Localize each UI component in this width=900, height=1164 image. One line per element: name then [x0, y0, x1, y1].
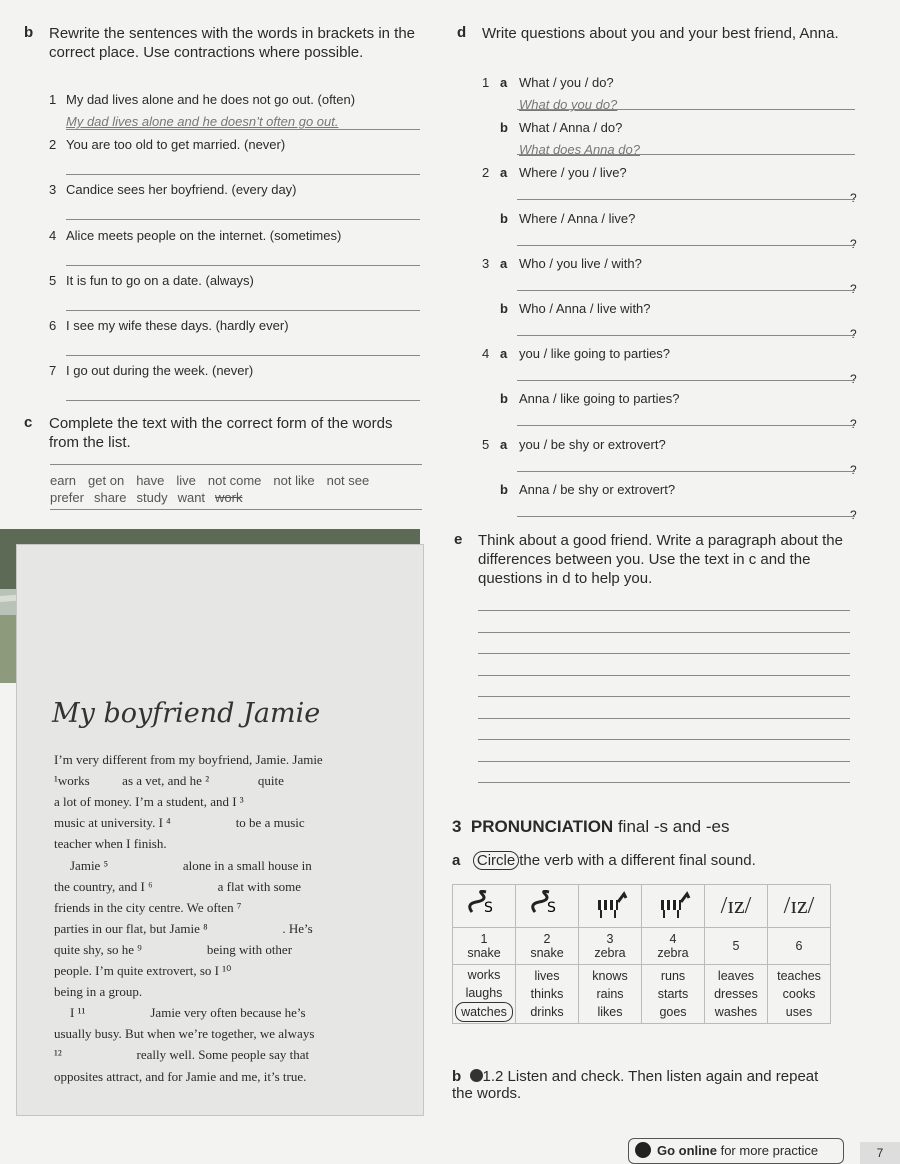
- verb-option[interactable]: works: [467, 968, 501, 982]
- question-mark: ?: [850, 327, 857, 341]
- writing-line[interactable]: [478, 782, 850, 783]
- snake-icon: [464, 890, 504, 920]
- writing-line[interactable]: [478, 718, 850, 719]
- item-sentence: It is fun to go on a date. (always): [66, 273, 254, 288]
- answer-line[interactable]: [517, 516, 855, 517]
- pronunciation-title: PRONUNCIATION: [470, 817, 614, 836]
- column-label-cell: [579, 928, 642, 965]
- column-label-cell: [642, 928, 705, 965]
- verb-cell: [579, 965, 642, 1024]
- column-label-cell: [453, 928, 516, 965]
- story-heading: My boyfriend Jamie: [52, 698, 321, 729]
- word-option: not like: [273, 473, 315, 488]
- question-mark: ?: [850, 191, 857, 206]
- section-d-instruction: Write questions about you and your best friend, Anna.: [482, 25, 839, 42]
- sound-header: [516, 885, 579, 928]
- answer-line[interactable]: [517, 380, 855, 381]
- story-line: a lot of money. I’m a student, and I ³: [54, 794, 244, 810]
- column-sound-word: zebra: [594, 946, 626, 960]
- story-line: I ¹¹ Jamie very often because he’s: [70, 1005, 306, 1021]
- pronunciation-heading: [452, 817, 729, 837]
- example-answer: My dad lives alone and he doesn’t often go out.: [66, 114, 339, 129]
- story-line: the country, and I ⁶ a flat with some: [54, 878, 302, 894]
- answer-line[interactable]: [66, 355, 420, 356]
- sound-header: [768, 885, 831, 928]
- story-line: friends in the city centre. We often ⁷: [54, 899, 242, 915]
- page-number: 7: [860, 1142, 900, 1164]
- answer-line[interactable]: [517, 290, 855, 291]
- verb-option[interactable]: rains: [596, 987, 624, 1001]
- verb-option[interactable]: thinks: [530, 987, 564, 1001]
- answer-line[interactable]: [66, 174, 420, 175]
- go-online-text: for more practice: [720, 1143, 819, 1158]
- question-prompt: Who / Anna / live with?: [519, 301, 651, 316]
- item-sentence: Alice meets people on the internet. (sometimes): [66, 228, 342, 243]
- question-sub: b: [500, 391, 508, 407]
- item-sentence: I go out during the week. (never): [66, 363, 254, 378]
- column-sound-word: snake: [467, 946, 501, 960]
- question-sub: a: [500, 165, 508, 181]
- story-line: music at university. I ⁴ to be a music: [54, 815, 305, 831]
- column-label-cell: [768, 928, 831, 965]
- pron-b-instruction: [452, 1068, 832, 1102]
- section-d-letter: d: [457, 24, 467, 41]
- ipa-symbol: /ɪz/: [783, 892, 815, 919]
- answer-line[interactable]: [517, 109, 855, 110]
- question-sub: a: [500, 75, 508, 90]
- item-number: 2: [49, 137, 57, 152]
- question-mark: ?: [850, 372, 857, 387]
- verb-option[interactable]: uses: [785, 1005, 813, 1019]
- question-prompt: Where / Anna / live?: [519, 210, 636, 226]
- question-sub: b: [500, 120, 508, 136]
- word-option: share: [93, 490, 127, 505]
- item-sentence: My dad lives alone and he does not go out. (often): [66, 92, 356, 107]
- verb-option[interactable]: washes: [714, 1005, 758, 1019]
- word-option: work: [215, 490, 243, 505]
- verb-option[interactable]: teaches: [777, 969, 821, 983]
- svg-text:S: S: [547, 899, 556, 916]
- verb-cell: [768, 965, 831, 1024]
- item-number: 4: [49, 228, 57, 243]
- question-sub: a: [500, 346, 508, 362]
- question-prompt: What / you / do?: [519, 75, 614, 90]
- question-number: 3: [482, 255, 490, 271]
- story-line: people. I’m quite extrovert, so I ¹⁰: [54, 963, 232, 978]
- question-prompt: What / Anna / do?: [519, 120, 623, 136]
- verb-option[interactable]: dresses: [714, 987, 758, 1001]
- word-option: have: [136, 473, 165, 488]
- word-option: get on: [88, 473, 125, 488]
- online-icon: [635, 1142, 651, 1158]
- item-number: 1: [49, 92, 57, 107]
- question-prompt: Who / you live / with?: [519, 255, 642, 271]
- verb-option[interactable]: likes: [597, 1005, 623, 1019]
- column-number: 5: [732, 939, 740, 953]
- question-prompt: Anna / be shy or extrovert?: [519, 481, 676, 497]
- story-line: Jamie ⁵ alone in a small house in: [70, 857, 312, 873]
- word-option: earn: [50, 473, 77, 488]
- verb-option[interactable]: knows: [592, 969, 628, 983]
- story-line: being in a group.: [54, 984, 143, 1000]
- pron-a-text: the verb with a different final sound.: [519, 852, 756, 869]
- writing-line[interactable]: [478, 675, 850, 676]
- question-number: 4: [482, 346, 490, 362]
- question-sub: a: [500, 255, 508, 271]
- verb-cell: [516, 965, 579, 1024]
- audio-icon[interactable]: [470, 1069, 483, 1082]
- pron-a-instruction: [452, 852, 756, 869]
- item-number: 3: [49, 182, 57, 197]
- item-sentence: Candice sees her boyfriend. (every day): [66, 182, 297, 197]
- section-e-letter: e: [454, 531, 463, 548]
- pronunciation-table: [452, 884, 831, 1024]
- question-number: 2: [482, 165, 490, 181]
- column-sound-word: snake: [530, 946, 564, 960]
- word-list-row-2: [50, 489, 253, 506]
- answer-line[interactable]: [66, 400, 420, 401]
- question-sub: a: [500, 436, 508, 452]
- section-number: 3: [452, 817, 462, 836]
- answer-line[interactable]: [517, 199, 855, 200]
- writing-line[interactable]: [478, 739, 850, 740]
- story-line: quite shy, so he ⁹ being with other: [54, 941, 293, 957]
- word-list-row-1: [50, 472, 381, 489]
- column-label-cell: [705, 928, 768, 965]
- answer-line[interactable]: [517, 425, 855, 426]
- circle-word: Circle: [473, 851, 519, 870]
- example-answer: What does Anna do?: [519, 142, 640, 158]
- item-sentence: You are too old to get married. (never): [66, 137, 286, 152]
- ipa-symbol: /ɪz/: [720, 892, 752, 919]
- verb-option[interactable]: watches: [455, 1002, 513, 1022]
- verb-option[interactable]: starts: [657, 987, 689, 1001]
- word-option: prefer: [50, 490, 84, 505]
- writing-line[interactable]: [478, 653, 850, 654]
- word-option: not see: [326, 473, 370, 488]
- question-number: 1: [482, 75, 490, 90]
- answer-line[interactable]: [517, 245, 855, 246]
- answer-line[interactable]: [517, 471, 855, 472]
- column-number: 4: [669, 932, 677, 946]
- question-mark: ?: [850, 462, 857, 477]
- section-c-letter: c: [24, 414, 33, 431]
- answer-line[interactable]: [66, 129, 420, 130]
- section-c-instruction: Complete the text with the correct form of the words from the list.: [49, 415, 393, 451]
- writing-line[interactable]: [478, 696, 850, 697]
- writing-line[interactable]: [478, 761, 850, 762]
- snake-icon: [527, 890, 567, 920]
- answer-line[interactable]: [66, 219, 420, 220]
- pronunciation-subtitle: final -s and -es: [617, 817, 730, 836]
- column-sound-word: zebra: [657, 946, 689, 960]
- pron-b-letter: b: [452, 1068, 462, 1085]
- column-number: 6: [795, 939, 803, 953]
- word-option: not come: [207, 473, 262, 488]
- verb-cell: [642, 965, 705, 1024]
- verb-option[interactable]: drinks: [530, 1005, 564, 1019]
- column-number: 1: [480, 932, 488, 946]
- pron-a-letter: a: [452, 852, 461, 869]
- story-line: parties in our flat, but Jamie ⁸ . He’s: [54, 920, 313, 936]
- writing-line[interactable]: [478, 610, 850, 611]
- pron-b-text: 1.2 Listen and check. Then listen again and repeat the words.: [452, 1068, 819, 1102]
- question-sub: b: [500, 481, 508, 497]
- answer-line[interactable]: [66, 265, 420, 266]
- answer-line[interactable]: [517, 154, 855, 155]
- svg-text:S: S: [484, 899, 493, 916]
- verb-option[interactable]: cooks: [782, 987, 816, 1001]
- go-online-banner[interactable]: [628, 1138, 844, 1164]
- question-mark: ?: [850, 507, 857, 522]
- story-line: ¹works as a vet, and he ² quite: [54, 773, 284, 789]
- question-mark: ?: [850, 417, 857, 432]
- verb-option[interactable]: lives: [534, 969, 560, 983]
- question-prompt: Anna / like going to parties?: [519, 391, 680, 407]
- verb-option[interactable]: laughs: [465, 986, 503, 1000]
- zebra-icon: [653, 890, 693, 920]
- question-sub: b: [500, 301, 508, 316]
- story-line: ¹² really well. Some people say that: [54, 1047, 310, 1063]
- item-number: 5: [49, 273, 57, 288]
- item-number: 6: [49, 318, 57, 333]
- sound-header: [453, 885, 516, 928]
- question-prompt: you / be shy or extrovert?: [519, 436, 666, 452]
- example-answer: What do you do?: [519, 97, 618, 112]
- column-number: 2: [543, 932, 551, 946]
- question-number: 5: [482, 436, 490, 452]
- sound-header: [642, 885, 705, 928]
- story-line: opposites attract, and for Jamie and me, it’s true.: [54, 1068, 307, 1084]
- question-prompt: you / like going to parties?: [519, 346, 671, 362]
- word-option: live: [176, 473, 196, 488]
- section-e-instruction: Think about a good friend. Write a paragraph about the differences between you. Use the text in c and the questions in d to help you.: [478, 532, 843, 587]
- verb-option[interactable]: runs: [660, 969, 686, 983]
- question-mark: ?: [850, 236, 857, 251]
- question-sub: b: [500, 210, 508, 226]
- column-label-cell: [516, 928, 579, 965]
- story-line: teacher when I finish.: [54, 836, 167, 852]
- story-line: usually busy. But when we’re together, we always: [54, 1026, 315, 1042]
- verb-option[interactable]: leaves: [717, 969, 755, 983]
- go-online-label: Go online: [657, 1143, 717, 1158]
- item-sentence: I see my wife these days. (hardly ever): [66, 318, 289, 333]
- column-number: 3: [606, 932, 614, 946]
- answer-line[interactable]: [517, 335, 855, 336]
- section-b-letter: b: [24, 24, 34, 41]
- story-line: I’m very different from my boyfriend, Jamie. Jamie: [54, 752, 323, 767]
- writing-line[interactable]: [478, 632, 850, 633]
- word-option: want: [177, 490, 206, 505]
- section-b-instruction: Rewrite the sentences with the words in brackets in the correct place. Use contractions where possible.: [49, 25, 416, 61]
- word-option: study: [136, 490, 168, 505]
- zebra-icon: [590, 890, 630, 920]
- question-prompt: Where / you / live?: [519, 165, 627, 181]
- verb-cell: [705, 965, 768, 1024]
- verb-option[interactable]: goes: [659, 1005, 687, 1019]
- question-mark: ?: [850, 281, 857, 296]
- answer-line[interactable]: [66, 310, 420, 311]
- item-number: 7: [49, 363, 57, 378]
- sound-header: [705, 885, 768, 928]
- sound-header: [579, 885, 642, 928]
- verb-cell: [453, 965, 516, 1024]
